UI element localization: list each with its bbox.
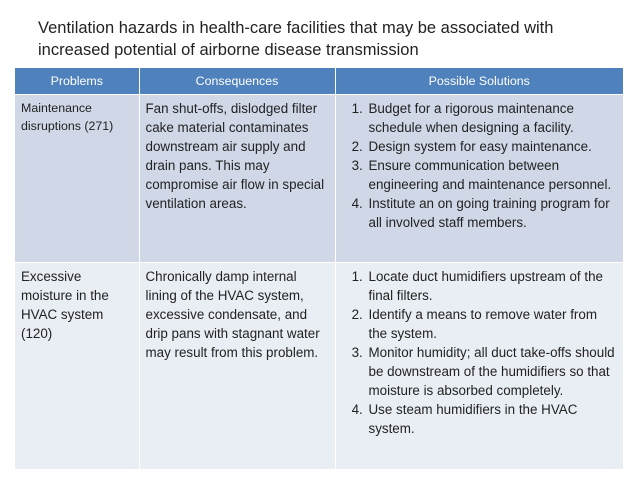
table-row (15, 95, 623, 263)
problem-cell: Maintenance disruptions (271) (15, 95, 139, 263)
header-consequences: Consequences (139, 68, 335, 95)
header-problems: Problems (15, 68, 139, 95)
solution-item: 1. Budget for a rigorous maintenance schedule when designing a facility. (367, 99, 619, 137)
table-header-row (15, 68, 623, 95)
solutions-cell (335, 95, 623, 263)
consequence-cell: Fan shut-offs, dislodged filter cake material contaminates downstream air supply and drain pans. This may compromise air flow in special ventilation areas. (139, 95, 335, 263)
solutions-list (342, 267, 619, 438)
solutions-list (342, 99, 619, 232)
title-line-1: Ventilation hazards in health-care facilities that may be associated with (38, 19, 554, 37)
solution-item: 2. Design system for easy maintenance. (367, 137, 619, 156)
problem-cell: Excessive moisture in the HVAC system (120) (15, 263, 139, 469)
consequence-cell: Chronically damp internal lining of the HVAC system, excessive condensate, and drip pans with stagnant water may result from this problem. (139, 263, 335, 469)
solution-item: 2. Identify a means to remove water from the system. (367, 305, 619, 343)
solution-item: 4. Institute an on going training program for all involved staff members. (367, 194, 619, 232)
header-possible-solutions: Possible Solutions (335, 68, 623, 95)
solution-item: 4. Use steam humidifiers in the HVAC system. (367, 400, 619, 438)
hazards-table (15, 68, 623, 469)
solutions-cell (335, 263, 623, 469)
solution-item: 3. Monitor humidity; all duct take-offs should be downstream of the humidifiers so that moisture is absorbed completely. (367, 343, 619, 400)
title-line-2: increased potential of airborne disease transmission (38, 41, 419, 59)
solution-item: 1. Locate duct humidifiers upstream of the final filters. (367, 267, 619, 305)
slide-title (38, 17, 608, 61)
solution-item: 3. Ensure communication between engineering and maintenance personnel. (367, 156, 619, 194)
table-row (15, 263, 623, 469)
